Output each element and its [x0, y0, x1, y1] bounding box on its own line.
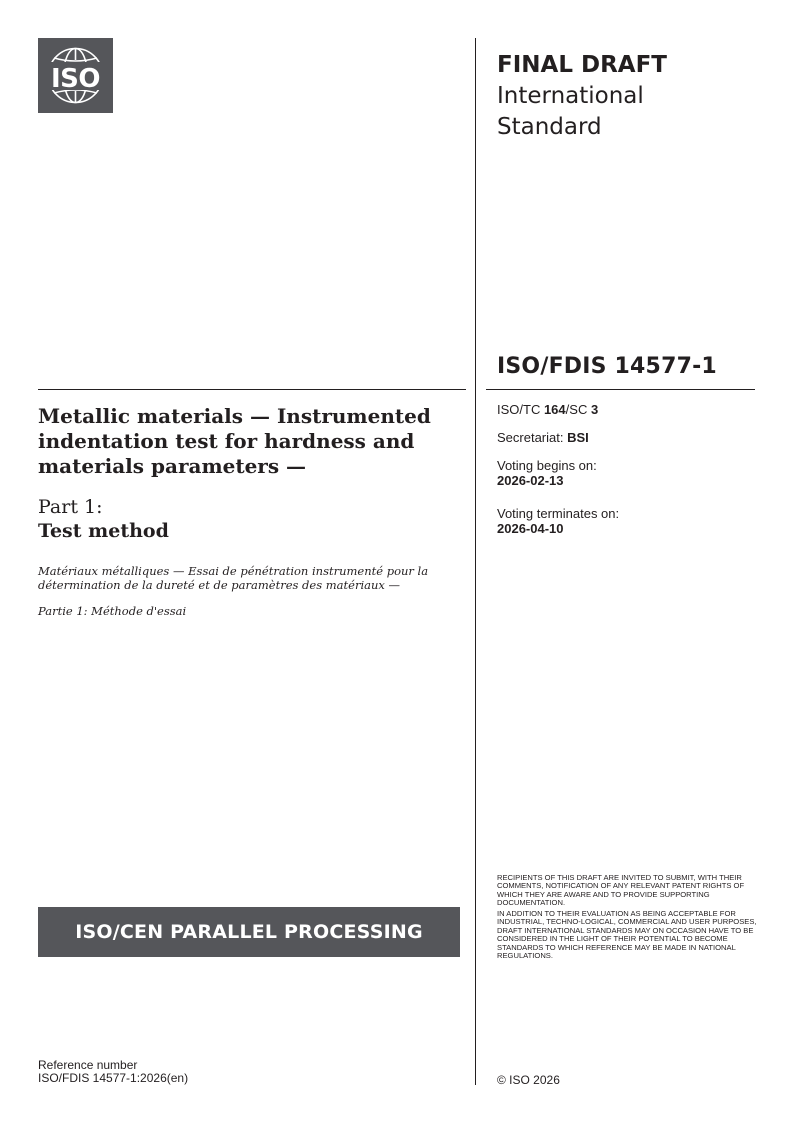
- voting-begins-date: 2026-02-13: [497, 473, 564, 488]
- technical-committee: [497, 402, 757, 417]
- tc-prefix: ISO/TC: [497, 402, 544, 417]
- voting-terminates: [497, 506, 757, 536]
- horizontal-divider-left: [38, 389, 466, 390]
- voting-terminates-label: Voting terminates on:: [497, 506, 620, 521]
- part-title: Test method: [38, 520, 169, 542]
- iso-globe-logo-icon: [38, 38, 113, 113]
- draft-status-line3: Standard: [497, 114, 602, 140]
- document-title: Metallic materials — Instrumented indentation test for hardness and materials parameters —: [38, 404, 431, 478]
- evaluation-notice: IN ADDITION TO THEIR EVALUATION AS BEING ACCEPTABLE FOR INDUSTRIAL, TECHNO-LOGICAL, COMMERCIAL AND USER PURPOSES, DRAFT INTERNATIONAL STANDARDS MAY ON OCCASION HAVE TO BE CONSIDERED IN THE LIGHT OF THEIR POTENTIAL TO BECOME STANDARDS TO WHICH REFERENCE MAY BE MADE IN NATIONAL REGULATIONS.: [497, 909, 757, 961]
- document-number: ISO/FDIS 14577-1: [497, 354, 717, 379]
- french-part-title: Partie 1: Méthode d'essai: [38, 604, 187, 618]
- iso-logo: [38, 38, 113, 113]
- voting-begins: [497, 458, 757, 488]
- reference-value: ISO/FDIS 14577-1:2026(en): [38, 1071, 189, 1085]
- draft-status-line1: FINAL DRAFT: [497, 52, 667, 78]
- sc-prefix: /SC: [565, 402, 591, 417]
- voting-terminates-date: 2026-04-10: [497, 521, 564, 536]
- tc-number: 164: [543, 402, 566, 417]
- vertical-divider: [475, 38, 476, 1085]
- patent-notice: RECIPIENTS OF THIS DRAFT ARE INVITED TO SUBMIT, WITH THEIR COMMENTS, NOTIFICATION OF ANY RELEVANT PATENT RIGHTS OF WHICH THEY ARE AWARE AND TO PROVIDE SUPPORTING DOCUMENTATION.: [497, 873, 745, 908]
- copyright: © ISO 2026: [497, 1073, 560, 1087]
- secretariat-label: Secretariat:: [497, 430, 568, 445]
- iso-logo-text: ISO: [50, 64, 101, 94]
- horizontal-divider-right: [486, 389, 755, 390]
- parallel-processing-banner: ISO/CEN PARALLEL PROCESSING: [38, 907, 460, 957]
- sc-number: 3: [590, 402, 599, 417]
- part-label: Part 1:: [38, 496, 103, 518]
- french-title: Matériaux métalliques — Essai de pénétration instrumenté pour la détermination de la dureté et de paramètres des matériaux —: [38, 564, 429, 592]
- secretariat: [497, 430, 757, 445]
- reference-number: [38, 1059, 188, 1085]
- draft-status-line2: International: [497, 83, 644, 109]
- voting-begins-label: Voting begins on:: [497, 458, 597, 473]
- draft-status-heading: [497, 50, 757, 143]
- reference-label: Reference number: [38, 1058, 138, 1072]
- secretariat-value: BSI: [567, 430, 589, 445]
